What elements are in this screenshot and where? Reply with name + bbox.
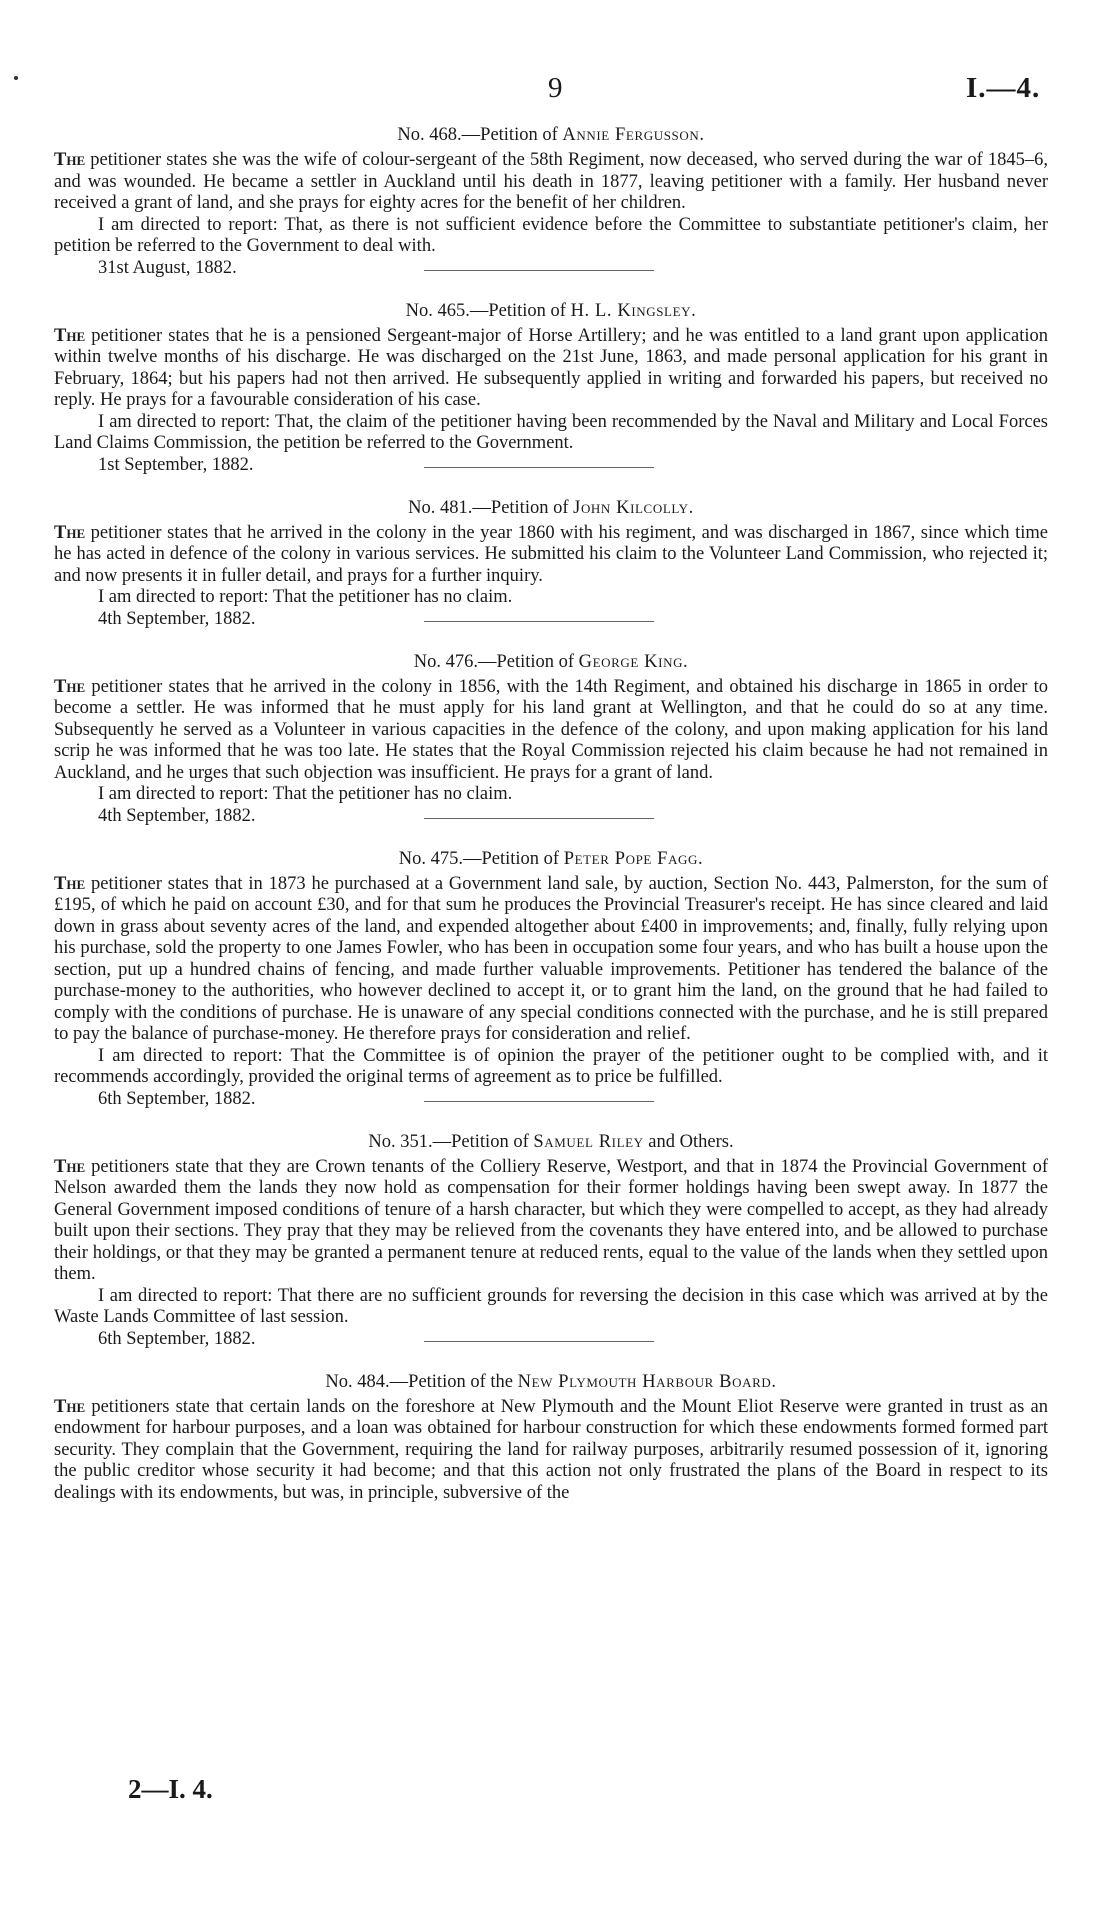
page-header [0,72,1114,112]
page-number: 9 [548,72,563,104]
section-divider [424,621,654,622]
page-content [54,124,1048,1504]
date-row [54,258,1048,284]
date-row [54,1089,1048,1115]
petition-section [54,497,1048,635]
report-date: 6th September, 1882. [98,1088,256,1109]
date-row [54,806,1048,832]
committee-report: I am directed to report: That the petitioner has no claim. [98,587,513,607]
petitioner-name: Samuel Riley [533,1131,644,1152]
petitioner-name: New Plymouth Harbour Board. [517,1371,777,1392]
section-divider [424,818,654,819]
petition-title: No. 481.—Petition of John Kilcolly. [408,497,694,518]
petitioner-name: Annie Fergusson. [562,125,705,145]
petition-title: No. 465.—Petition of H. L. Kingsley. [405,300,697,321]
committee-report: I am directed to report: That, as there is not sufficient evidence before the Committee to substantiate petitioner's claim, her petition be referred to the Government to deal with. [54,214,1048,256]
committee-report: I am directed to report: That there are no sufficient grounds for reversing the decision in this case which was arrived at by the Waste Lands Committee of last session. [54,1285,1048,1327]
date-row [54,609,1048,635]
section-divider [424,1341,654,1342]
report-date: 4th September, 1882. [98,805,256,826]
date-row [54,455,1048,481]
petition-title: No. 476.—Petition of George King. [413,651,689,672]
petition-title: No. 484.—Petition of the New Plymouth Harbour Board. [325,1371,777,1392]
petition-section [54,124,1048,284]
printer-signature: 2—I. 4. [128,1774,213,1804]
petitioner-name: Peter Pope Fagg. [563,848,704,869]
section-divider [424,1101,654,1102]
report-date: 1st September, 1882. [98,454,254,475]
petitioner-name: George King. [578,651,689,672]
petition-body: The petitioner states that he is a pensioned Sergeant-major of Horse Artillery; and he was entitled to a land grant upon application within twelve months of his discharge. He was discharged on the 21st June, 1863, and made personal application for his grant in February, 1864; but his papers had not then arrived. He subsequently applied in writing and forwarded his papers, but received no reply. He prays for a favourable consideration of his case. [54,325,1048,410]
section-divider [424,270,654,271]
petition-body: The petitioner states that he arrived in the colony in 1856, with the 14th Regiment, and obtained his discharge in 1865 in order to become a settler. He was informed that he must apply for his land grant at Wellington, and that he could do so at any time. Subsequently he served as a Volunteer in various capacities in the defence of the colony, and upon making application for his land scrip he was informed that he was too late. He states that the Royal Commission rejected his claim because he had not remained in Auckland, and he urges that such objection was insufficient. He prays for a grant of land. [54,676,1048,783]
petition-section [54,1131,1048,1355]
committee-report: I am directed to report: That, the claim of the petitioner having been recommended by the Naval and Military and Local Forces Land Claims Commission, the petition be referred to the Government. [54,411,1048,453]
report-date: 6th September, 1882. [98,1328,256,1349]
date-row [54,1329,1048,1355]
report-date: 31st August, 1882. [98,257,237,278]
document-reference: I.—4. [966,72,1041,104]
petition-title: No. 475.—Petition of Peter Pope Fagg. [398,848,704,869]
section-divider [424,467,654,468]
petitioner-name: John Kilcolly. [573,497,694,518]
petition-body: The petitioners state that certain lands on the foreshore at New Plymouth and the Mount Eliot Reserve were granted in trust as an endowment for harbour purposes, and a loan was obtained for harbour construction for which these endowments formed formed part security. They complain that the Government, requiring the land for railway purposes, arbitrarily resumed possession of it, ignoring the public creditor whose security it had become; and that this action not only frustrated the plans of the Board in respect to its dealings with its endowments, but was, in principle, subversive of the [54,1396,1048,1503]
committee-report: I am directed to report: That the petitioner has no claim. [98,784,513,804]
petition-title: No. 468.—Petition of Annie Fergusson. [397,125,705,145]
report-date: 4th September, 1882. [98,608,256,629]
petitioner-name: H. L. Kingsley. [570,300,697,321]
petition-section [54,651,1048,832]
petition-section [54,300,1048,481]
petition-section [54,1371,1048,1505]
petition-body: The petitioners state that they are Crown tenants of the Colliery Reserve, Westport, and that in 1874 the Provincial Government of Nelson awarded them the lands they now hold as compensation for their former holdings having been swept away. In 1877 the General Government imposed conditions of tenure of a harsh character, but which they were compelled to accept, as they had already built upon their sections. They pray that they may be relieved from the covenants they have entered into, and be allowed to purchase their holdings, or that they may be granted a permanent tenure at reduced rents, equal to the value of the lands when they settled upon them. [54,1156,1048,1284]
petition-section [54,848,1048,1115]
committee-report: I am directed to report: That the Committee is of opinion the prayer of the petitioner ought to be complied with, and it recommends accordingly, provided the original terms of agreement as to price be fulfilled. [54,1045,1048,1087]
petition-title: No. 351.—Petition of Samuel Riley and Others. [368,1131,734,1152]
petition-body: The petitioner states that he arrived in the colony in the year 1860 with his regiment, and was discharged in 1867, since which time he has acted in defence of the colony in various services. He submitted his claim to the Volunteer Land Commission, who rejected it; and now presents it in fuller detail, and prays for a further inquiry. [54,522,1048,586]
petition-body: The petitioner states she was the wife of colour-sergeant of the 58th Regiment, now deceased, who served during the war of 1845–6, and was wounded. He became a settler in Auckland until his death in 1877, leaving petitioner with a family. Her husband never received a grant of land, and she prays for eighty acres for the benefit of her children. [54,150,1048,213]
petition-body: The petitioner states that in 1873 he purchased at a Government land sale, by auction, Section No. 443, Palmerston, for the sum of £195, of which he paid on account £30, and for that sum he produces the Provincial Treasurer's receipt. He has since cleared and laid down in grass about seventy acres of the land, and expended altogether about £400 in improvements; and, finally, fully relying upon his purchase, sold the property to one James Fowler, who has been in occupation some four years, and who has built a house upon the section, put up a hundred chains of fencing, and made further valuable improvements. Petitioner has tendered the balance of the purchase-money to the authorities, who however declined to accept it, or to grant him the land, on the ground that he had failed to comply with the conditions of purchase. He is unaware of any special conditions connected with the purchase, and he is still prepared to pay the balance of purchase-money. He therefore prays for consideration and relief. [54,873,1048,1044]
